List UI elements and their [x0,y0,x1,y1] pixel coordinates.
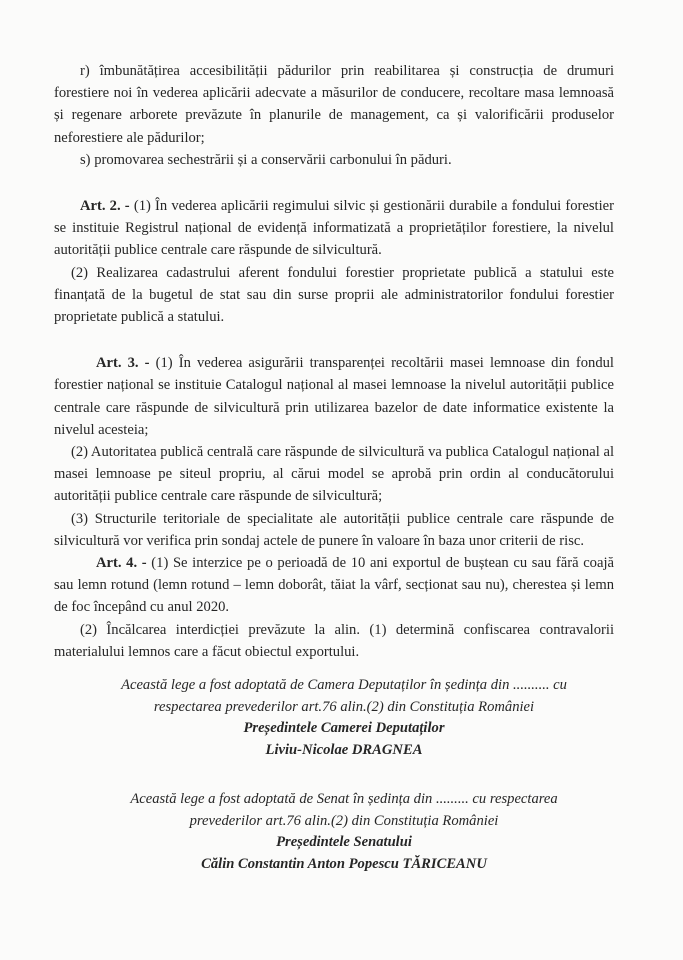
art2-paragraph-2: (2) Realizarea cadastrului aferent fondului forestier proprietate publică a statului este finanțată de la bugetul de stat sau din surse proprii ale administratorilor fondului forestier proprietate publică a statului. [54,264,614,326]
art3-paragraph-2: (2) Autoritatea publică centrală care răspunde de silvicultură va publica Catalogul național al masei lemnoase pe siteul propriu, al cărui model se aprobă prin ordin al conducătorului autorității publice centrale care răspunde de silvicultură; [54,444,614,505]
art4-label: Art. 4. - [96,555,147,572]
footer-camera-name: Liviu-Nicolae DRAGNEA [265,741,423,758]
art3-paragraph-3: (3) Structurile teritoriale de specialitate ale autorității publice centrale care răspunde de silvicultură vor verifica prin sondaj actele de punere în valoare în baza unor criterii de risc. [54,510,614,549]
footer-senat-name: Călin Constantin Anton Popescu TĂRICEANU [201,855,487,872]
footer-camera-deputatilor [54,675,634,761]
footer-camera-line-2: respectarea prevederilor art.76 alin.(2) din Constituția României [153,698,535,715]
item-r: r) îmbunătățirea accesibilității pădurilor prin reabilitarea și construcția de drumuri forestiere noi în vederea aplicării adecvate a măsurilor de conducere, recoltare masa lemnoasă și regenare arborete prevăzute în planurile de management, ca și valorificării produselor neforestiere ale pădurilor; [54,63,614,146]
footer-senat-line-2: prevederilor art.76 alin.(2) din Constituția României [189,812,499,829]
art2-text-1: (1) În vederea aplicării regimului silvic și gestionării durabile a fondului forestier se instituie Registrul național de evidență informatizată a proprietăților forestiere, la nivelul autorității publice centrale care răspunde de silvicultură. [54,198,614,259]
item-s: s) promovarea sechestrării și a conservării carbonului în păduri. [80,151,452,168]
footer-senat-title: Președintele Senatului [276,834,412,850]
art4-text-1: (1) Se interzice pe o perioadă de 10 ani exportul de buștean cu sau fără coajă sau lemn rotund (lemn rotund – lemn doborât, tăiat la vârf, secționat sau nu), cherestea și lemn de foc începând cu anul 2020. [54,555,614,616]
law-body [54,60,614,663]
art3-label: Art. 3. - [96,355,150,372]
footer-camera-title: Președintele Camerei Deputaților [243,720,445,736]
footer-senat [54,789,634,875]
art4-paragraph-2: (2) Încălcarea interdicției prevăzute la alin. (1) determină confiscarea contravalorii materialului lemnos care a făcut obiectul exportului. [54,621,614,660]
art4-paragraph-1 [54,552,614,619]
footer-camera-line-1: Această lege a fost adoptată de Camera Deputaților în ședința din .......... cu [121,677,567,693]
art2-paragraph-1 [54,195,614,262]
footer-senat-line-1: Această lege a fost adoptată de Senat în ședința din ......... cu respectarea [130,791,558,807]
art2-label: Art. 2. - [80,198,130,215]
art3-paragraph-1 [54,352,614,441]
art3-text-1: (1) În vederea asigurării transparenței recoltării masei lemnoase din fondul forestier național se instituie Catalogul național al masei lemnoase la nivelul autorității publice centrale care răspunde de silvicultură prin utilizarea bazelor de date informatice existente la nivelul acesteia; [54,355,614,438]
